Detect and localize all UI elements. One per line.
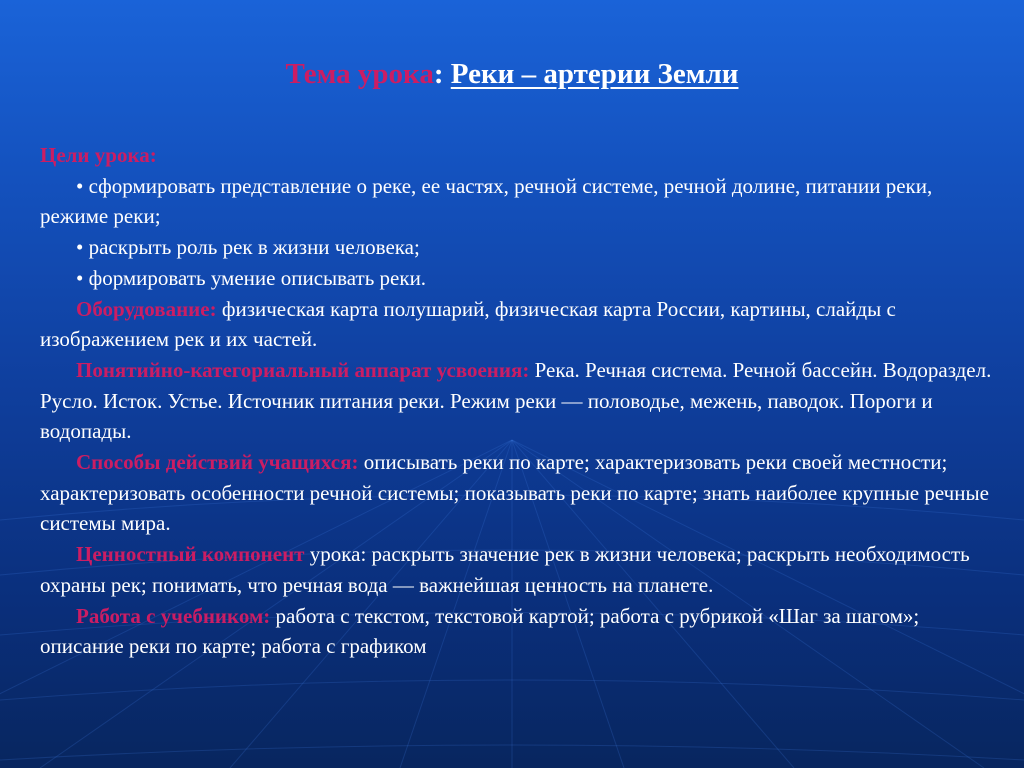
lesson-content [40, 140, 1000, 662]
goals-heading: Цели урока: [40, 143, 157, 167]
concepts-text: Река. Речная система. Речной бассейн. Водораздел. Русло. Исток. Устье. Источник питания реки. Режим реки — половодье, межень, паводок. Пороги и водопады. [40, 357, 992, 444]
activities-label: Способы действий учащихся: [76, 450, 359, 475]
concepts-paragraph [40, 355, 1000, 447]
textbook-text: работа с текстом, текстовой картой; работа с рубрикой «Шаг за шагом»; описание реки по карте; работа с графиком [40, 603, 920, 659]
values-label: Ценностный компонент [76, 542, 305, 567]
activities-paragraph [40, 447, 1000, 539]
textbook-paragraph [40, 601, 1000, 662]
values-paragraph [40, 539, 1000, 600]
concepts-label: Понятийно-категориальный аппарат усвоения: [76, 357, 530, 382]
slide-title [0, 57, 1024, 91]
equipment-paragraph [40, 294, 1000, 355]
title-label: Тема урока [285, 58, 434, 90]
goal-item: • раскрыть роль рек в жизни человека; [76, 235, 420, 260]
textbook-label: Работа с учебником: [76, 603, 271, 628]
activities-text: описывать реки по карте; характеризовать реки своей местности; характеризовать особенности речной системы; показывать реки по карте; знать наиболее крупные речные системы мира. [40, 450, 989, 536]
title-topic: Реки – артерии Земли [450, 58, 739, 90]
goal-item: • формировать умение описывать реки. [76, 265, 427, 290]
goal-item: • сформировать представление о реке, ее частях, речной системе, речной долине, питании реки, режиме реки; [40, 173, 933, 229]
values-text: урока: раскрыть значение рек в жизни человека; раскрыть необходимость охраны рек; понимать, что речная вода — важнейшая ценность на планете. [40, 542, 970, 597]
equipment-text: физическая карта полушарий, физическая карта России, картины, слайды с изображением рек и их частей. [40, 296, 896, 352]
title-separator: : [433, 58, 451, 90]
equipment-label: Оборудование: [76, 296, 217, 321]
